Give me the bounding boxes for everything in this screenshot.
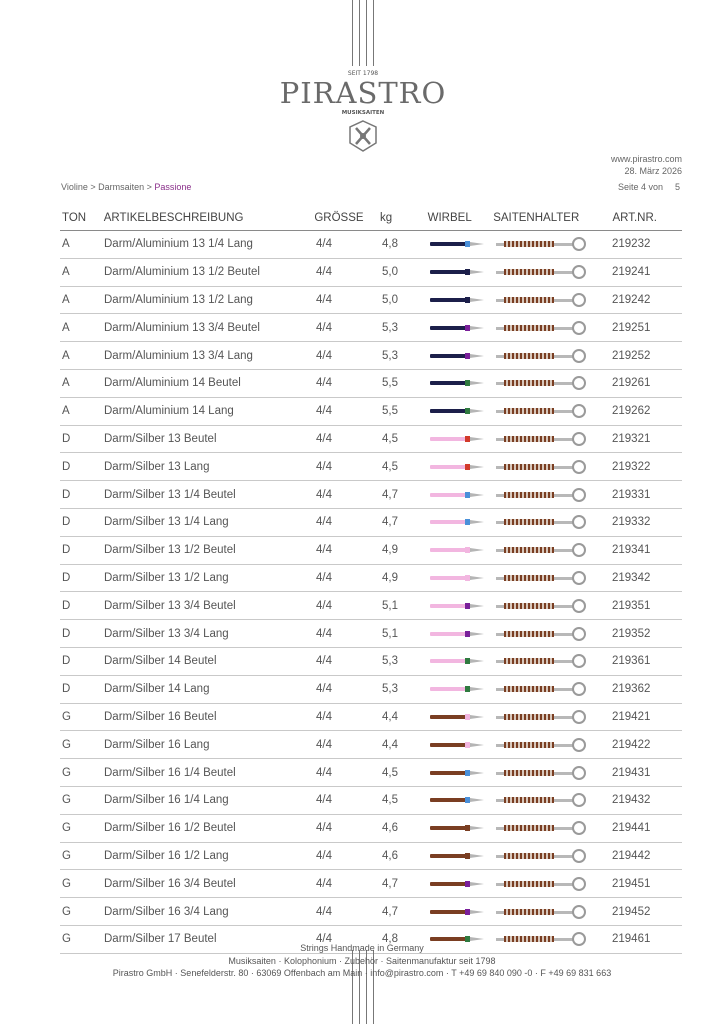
cell-size: 4/4 xyxy=(316,766,332,779)
cell-kg: 5,1 xyxy=(382,599,398,612)
cell-kg: 4,5 xyxy=(382,432,398,445)
cell-desc: Darm/Silber 13 Lang xyxy=(104,460,210,473)
cell-desc: Darm/Aluminium 13 3/4 Beutel xyxy=(104,321,260,334)
cell-desc: Darm/Silber 13 1/2 Lang xyxy=(104,571,229,584)
cell-saitenhalter xyxy=(496,514,612,530)
cell-saitenhalter xyxy=(496,876,612,892)
cell-art: 219342 xyxy=(612,571,651,584)
cell-kg: 5,0 xyxy=(382,266,398,279)
cell-kg: 4,8 xyxy=(382,933,398,946)
cell-art: 219431 xyxy=(612,766,651,779)
cell-art: 219452 xyxy=(612,905,651,918)
cell-saitenhalter xyxy=(496,765,612,781)
peg-string-icon xyxy=(430,851,486,861)
peg-string-icon xyxy=(430,378,486,388)
cell-kg: 5,3 xyxy=(382,683,398,696)
peg-string-icon xyxy=(430,295,486,305)
cell-size: 4/4 xyxy=(316,405,332,418)
tailpiece-string-icon xyxy=(496,348,588,364)
cell-kg: 4,9 xyxy=(382,544,398,557)
page-indicator xyxy=(618,182,680,192)
cell-desc: Darm/Aluminium 14 Beutel xyxy=(104,377,241,390)
cell-wirbel xyxy=(430,573,496,583)
table-row xyxy=(60,815,682,843)
peg-string-icon xyxy=(430,406,486,416)
cell-desc: Darm/Silber 16 3/4 Lang xyxy=(104,905,229,918)
tailpiece-string-icon xyxy=(496,653,588,669)
cell-kg: 5,5 xyxy=(382,377,398,390)
cell-desc: Darm/Silber 13 3/4 Beutel xyxy=(104,599,236,612)
cell-wirbel xyxy=(430,656,496,666)
footer-address: Pirastro GmbH · Senefelderstr. 80 · 63069 Offenbach am Main · info@pirastro.com · T +49 69 840 090 -0 · F +49 69 831 663 xyxy=(112,968,612,978)
cell-wirbel xyxy=(430,462,496,472)
cell-saitenhalter xyxy=(496,904,612,920)
svg-text:PIRASTRO: PIRASTRO xyxy=(279,76,447,110)
cell-art: 219451 xyxy=(612,877,651,890)
cell-wirbel xyxy=(430,684,496,694)
cell-saitenhalter xyxy=(496,681,612,697)
cell-art: 219421 xyxy=(612,710,651,723)
table-row xyxy=(60,287,682,315)
table-row xyxy=(60,509,682,537)
cell-size: 4/4 xyxy=(316,849,332,862)
cell-size: 4/4 xyxy=(316,571,332,584)
peg-string-icon xyxy=(430,239,486,249)
tailpiece-string-icon xyxy=(496,876,588,892)
tailpiece-string-icon xyxy=(496,542,588,558)
cell-art: 219251 xyxy=(612,321,651,334)
cell-desc: Darm/Silber 13 1/4 Beutel xyxy=(104,488,236,501)
cell-art: 219362 xyxy=(612,683,651,696)
peg-string-icon xyxy=(430,351,486,361)
cell-size: 4/4 xyxy=(316,655,332,668)
peg-string-icon xyxy=(430,462,486,472)
table-row xyxy=(60,370,682,398)
peg-string-icon xyxy=(430,629,486,639)
peg-string-icon xyxy=(430,740,486,750)
pirastro-logo xyxy=(278,66,448,166)
cell-art: 219332 xyxy=(612,516,651,529)
cell-art: 219252 xyxy=(612,349,651,362)
cell-size: 4/4 xyxy=(316,905,332,918)
tailpiece-string-icon xyxy=(496,598,588,614)
cell-size: 4/4 xyxy=(316,377,332,390)
cell-kg: 4,9 xyxy=(382,571,398,584)
table-row xyxy=(60,620,682,648)
peg-string-icon xyxy=(430,601,486,611)
cell-desc: Darm/Aluminium 13 1/2 Lang xyxy=(104,293,253,306)
date: 28. März 2026 xyxy=(624,166,682,176)
peg-string-icon xyxy=(430,823,486,833)
cell-desc: Darm/Silber 14 Beutel xyxy=(104,655,217,668)
cell-kg: 4,6 xyxy=(382,849,398,862)
cell-wirbel xyxy=(430,434,496,444)
cell-saitenhalter xyxy=(496,292,612,308)
table-row xyxy=(60,592,682,620)
cell-desc: Darm/Aluminium 13 1/2 Beutel xyxy=(104,266,260,279)
peg-string-icon xyxy=(430,712,486,722)
table-row xyxy=(60,787,682,815)
tailpiece-string-icon xyxy=(496,403,588,419)
cell-wirbel xyxy=(430,823,496,833)
cell-desc: Darm/Aluminium 13 1/4 Lang xyxy=(104,238,253,251)
cell-size: 4/4 xyxy=(316,460,332,473)
cell-kg: 5,3 xyxy=(382,349,398,362)
cell-ton: G xyxy=(62,905,71,918)
peg-string-icon xyxy=(430,684,486,694)
cell-desc: Darm/Silber 16 1/4 Lang xyxy=(104,794,229,807)
crest-icon xyxy=(350,121,376,151)
table-header xyxy=(60,206,682,231)
cell-wirbel xyxy=(430,378,496,388)
cell-art: 219422 xyxy=(612,738,651,751)
cell-size: 4/4 xyxy=(316,683,332,696)
cell-art: 219442 xyxy=(612,849,651,862)
cell-saitenhalter xyxy=(496,737,612,753)
cell-art: 219321 xyxy=(612,432,651,445)
cell-kg: 5,3 xyxy=(382,321,398,334)
tailpiece-string-icon xyxy=(496,236,588,252)
cell-desc: Darm/Silber 17 Beutel xyxy=(104,933,217,946)
svg-text:MUSIKSAITEN: MUSIKSAITEN xyxy=(341,110,385,116)
cell-wirbel xyxy=(430,517,496,527)
cell-wirbel xyxy=(430,851,496,861)
peg-string-icon xyxy=(430,434,486,444)
cell-desc: Darm/Silber 16 Beutel xyxy=(104,710,217,723)
cell-saitenhalter xyxy=(496,431,612,447)
cell-saitenhalter xyxy=(496,348,612,364)
cell-desc: Darm/Silber 13 1/4 Lang xyxy=(104,516,229,529)
cell-kg: 4,5 xyxy=(382,794,398,807)
cell-ton: A xyxy=(62,377,70,390)
cell-kg: 5,3 xyxy=(382,655,398,668)
table-row xyxy=(60,231,682,259)
cell-size: 4/4 xyxy=(316,933,332,946)
cell-kg: 4,5 xyxy=(382,766,398,779)
cell-size: 4/4 xyxy=(316,238,332,251)
cell-art: 219261 xyxy=(612,377,651,390)
cell-size: 4/4 xyxy=(316,627,332,640)
cell-ton: G xyxy=(62,877,71,890)
cell-ton: G xyxy=(62,766,71,779)
col-saitenhalter: SAITENHALTER xyxy=(493,212,580,224)
cell-saitenhalter xyxy=(496,264,612,280)
tailpiece-string-icon xyxy=(496,514,588,530)
cell-art: 219432 xyxy=(612,794,651,807)
cell-kg: 4,8 xyxy=(382,238,398,251)
cell-saitenhalter xyxy=(496,848,612,864)
cell-wirbel xyxy=(430,490,496,500)
tailpiece-string-icon xyxy=(496,737,588,753)
cell-size: 4/4 xyxy=(316,432,332,445)
cell-ton: D xyxy=(62,432,71,445)
cell-saitenhalter xyxy=(496,375,612,391)
cell-ton: A xyxy=(62,293,70,306)
cell-ton: G xyxy=(62,794,71,807)
cell-desc: Darm/Silber 14 Lang xyxy=(104,683,210,696)
cell-size: 4/4 xyxy=(316,266,332,279)
cell-ton: G xyxy=(62,822,71,835)
cell-kg: 5,0 xyxy=(382,293,398,306)
top-decorative-lines xyxy=(352,0,374,66)
table-row xyxy=(60,731,682,759)
peg-string-icon xyxy=(430,907,486,917)
cell-desc: Darm/Aluminium 14 Lang xyxy=(104,405,234,418)
page-label: Seite 4 von xyxy=(617,182,663,192)
table-row xyxy=(60,648,682,676)
tailpiece-string-icon xyxy=(496,820,588,836)
cell-saitenhalter xyxy=(496,459,612,475)
cell-desc: Darm/Silber 16 Lang xyxy=(104,738,210,751)
col-desc: ARTIKELBESCHREIBUNG xyxy=(103,212,244,224)
cell-art: 219331 xyxy=(612,488,651,501)
cell-art: 219242 xyxy=(612,293,651,306)
cell-desc: Darm/Silber 13 1/2 Beutel xyxy=(104,544,236,557)
tailpiece-string-icon xyxy=(496,765,588,781)
cell-size: 4/4 xyxy=(316,488,332,501)
cell-art: 219322 xyxy=(612,460,651,473)
cell-ton: D xyxy=(62,488,71,501)
table-row xyxy=(60,537,682,565)
breadcrumb xyxy=(61,182,191,192)
cell-kg: 4,7 xyxy=(382,905,398,918)
col-art: ART.NR. xyxy=(612,212,657,224)
peg-string-icon xyxy=(430,768,486,778)
cell-size: 4/4 xyxy=(316,293,332,306)
cell-ton: D xyxy=(62,655,71,668)
table-row xyxy=(60,398,682,426)
footer xyxy=(0,942,724,980)
cell-ton: D xyxy=(62,627,71,640)
cell-wirbel xyxy=(430,295,496,305)
cell-wirbel xyxy=(430,406,496,416)
tailpiece-string-icon xyxy=(496,264,588,280)
cell-ton: A xyxy=(62,349,70,362)
tailpiece-string-icon xyxy=(496,848,588,864)
cell-wirbel xyxy=(430,879,496,889)
cell-saitenhalter xyxy=(496,542,612,558)
cell-kg: 4,4 xyxy=(382,738,398,751)
footer-products: Musiksaiten · Kolophonium · Zubehör · Saitenmanufaktur seit 1798 xyxy=(228,955,496,966)
cell-saitenhalter xyxy=(496,570,612,586)
cell-desc: Darm/Silber 16 1/2 Lang xyxy=(104,849,229,862)
cell-ton: D xyxy=(62,683,71,696)
cell-ton: G xyxy=(62,933,71,946)
site-info xyxy=(611,153,682,177)
cell-ton: D xyxy=(62,544,71,557)
cell-wirbel xyxy=(430,629,496,639)
cell-kg: 5,5 xyxy=(382,405,398,418)
col-wirbel: WIRBEL xyxy=(427,212,472,224)
tailpiece-string-icon xyxy=(496,292,588,308)
tailpiece-string-icon xyxy=(496,375,588,391)
breadcrumb-current: Passione xyxy=(154,182,192,192)
cell-ton: A xyxy=(62,321,70,334)
cell-wirbel xyxy=(430,351,496,361)
table-row xyxy=(60,481,682,509)
cell-kg: 4,6 xyxy=(382,822,398,835)
table-row xyxy=(60,870,682,898)
cell-wirbel xyxy=(430,907,496,917)
peg-string-icon xyxy=(430,573,486,583)
table-body xyxy=(60,231,682,954)
cell-size: 4/4 xyxy=(316,516,332,529)
col-ton: TON xyxy=(62,212,87,224)
cell-saitenhalter xyxy=(496,403,612,419)
cell-ton: A xyxy=(62,266,70,279)
website-link[interactable]: www.pirastro.com xyxy=(610,154,682,164)
cell-size: 4/4 xyxy=(316,710,332,723)
cell-ton: D xyxy=(62,571,71,584)
cell-saitenhalter xyxy=(496,487,612,503)
cell-kg: 4,7 xyxy=(382,877,398,890)
table-row xyxy=(60,259,682,287)
tailpiece-string-icon xyxy=(496,570,588,586)
table-row xyxy=(60,759,682,787)
cell-size: 4/4 xyxy=(316,349,332,362)
cell-desc: Darm/Silber 16 1/4 Beutel xyxy=(104,766,236,779)
cell-saitenhalter xyxy=(496,320,612,336)
cell-saitenhalter xyxy=(496,820,612,836)
cell-size: 4/4 xyxy=(316,321,332,334)
cell-wirbel xyxy=(430,795,496,805)
peg-string-icon xyxy=(430,795,486,805)
tailpiece-string-icon xyxy=(496,904,588,920)
cell-wirbel xyxy=(430,545,496,555)
cell-desc: Darm/Silber 13 Beutel xyxy=(104,432,217,445)
cell-wirbel xyxy=(430,267,496,277)
table-row xyxy=(60,453,682,481)
cell-art: 219351 xyxy=(612,599,651,612)
peg-string-icon xyxy=(430,490,486,500)
tailpiece-string-icon xyxy=(496,459,588,475)
cell-saitenhalter xyxy=(496,792,612,808)
peg-string-icon xyxy=(430,323,486,333)
cell-art: 219241 xyxy=(612,266,651,279)
page-total: 5 xyxy=(674,182,680,192)
cell-size: 4/4 xyxy=(316,794,332,807)
cell-art: 219232 xyxy=(612,238,651,251)
peg-string-icon xyxy=(430,879,486,889)
table-row xyxy=(60,704,682,732)
cell-saitenhalter xyxy=(496,626,612,642)
cell-desc: Darm/Silber 16 1/2 Beutel xyxy=(104,822,236,835)
footer-tagline: Strings Handmade in Germany xyxy=(300,943,424,953)
cell-size: 4/4 xyxy=(316,877,332,890)
cell-wirbel xyxy=(430,712,496,722)
cell-desc: Darm/Silber 16 3/4 Beutel xyxy=(104,877,236,890)
cell-kg: 4,7 xyxy=(382,488,398,501)
tailpiece-string-icon xyxy=(496,487,588,503)
cell-art: 219441 xyxy=(612,822,651,835)
tailpiece-string-icon xyxy=(496,626,588,642)
cell-kg: 5,1 xyxy=(382,627,398,640)
cell-wirbel xyxy=(430,768,496,778)
cell-ton: D xyxy=(62,516,71,529)
cell-kg: 4,7 xyxy=(382,516,398,529)
tailpiece-string-icon xyxy=(496,792,588,808)
cell-ton: D xyxy=(62,460,71,473)
cell-art: 219262 xyxy=(612,405,651,418)
cell-ton: G xyxy=(62,849,71,862)
peg-string-icon xyxy=(430,517,486,527)
cell-saitenhalter xyxy=(496,709,612,725)
cell-art: 219352 xyxy=(612,627,651,640)
cell-size: 4/4 xyxy=(316,599,332,612)
cell-size: 4/4 xyxy=(316,738,332,751)
cell-art: 219361 xyxy=(612,655,651,668)
peg-string-icon xyxy=(430,267,486,277)
breadcrumb-path[interactable]: Violine > Darmsaiten > xyxy=(61,182,155,192)
cell-ton: A xyxy=(62,238,70,251)
cell-wirbel xyxy=(430,601,496,611)
cell-ton: G xyxy=(62,738,71,751)
peg-string-icon xyxy=(430,545,486,555)
cell-desc: Darm/Aluminium 13 3/4 Lang xyxy=(104,349,253,362)
svg-text:SEIT 1798: SEIT 1798 xyxy=(347,70,379,77)
cell-size: 4/4 xyxy=(316,544,332,557)
cell-wirbel xyxy=(430,239,496,249)
cell-ton: D xyxy=(62,599,71,612)
table-row xyxy=(60,676,682,704)
table-row xyxy=(60,426,682,454)
tailpiece-string-icon xyxy=(496,431,588,447)
cell-saitenhalter xyxy=(496,598,612,614)
tailpiece-string-icon xyxy=(496,320,588,336)
cell-wirbel xyxy=(430,323,496,333)
cell-art: 219341 xyxy=(612,544,651,557)
table-row xyxy=(60,898,682,926)
table-row xyxy=(60,342,682,370)
cell-kg: 4,4 xyxy=(382,710,398,723)
table-row xyxy=(60,843,682,871)
cell-ton: G xyxy=(62,710,71,723)
col-kg: kg xyxy=(379,212,393,224)
table-row xyxy=(60,314,682,342)
cell-wirbel xyxy=(430,740,496,750)
cell-kg: 4,5 xyxy=(382,460,398,473)
cell-art: 219461 xyxy=(612,933,651,946)
cell-saitenhalter xyxy=(496,236,612,252)
cell-ton: A xyxy=(62,405,70,418)
tailpiece-string-icon xyxy=(496,709,588,725)
table-row xyxy=(60,565,682,593)
cell-saitenhalter xyxy=(496,653,612,669)
peg-string-icon xyxy=(430,656,486,666)
tailpiece-string-icon xyxy=(496,681,588,697)
col-size: GRÖSSE xyxy=(314,212,364,224)
cell-desc: Darm/Silber 13 3/4 Lang xyxy=(104,627,229,640)
cell-size: 4/4 xyxy=(316,822,332,835)
product-table xyxy=(60,206,682,954)
